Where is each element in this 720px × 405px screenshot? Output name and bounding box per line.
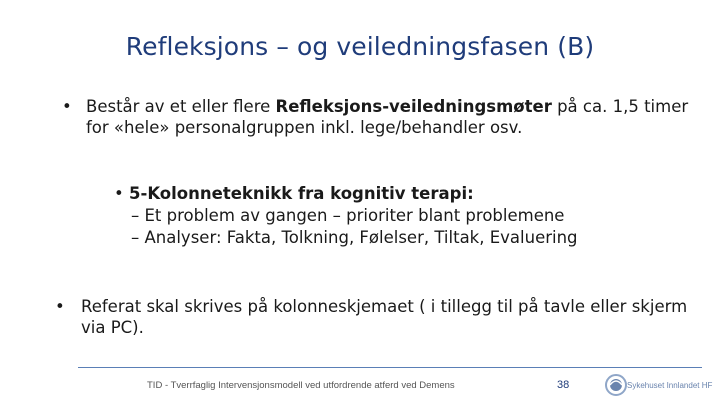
bullet-1-prefix: Består av et eller flere (86, 97, 276, 116)
footer-text: TID - Tverrfaglig Intervensjonsmodell ved utfordrende atferd ved Demens (147, 380, 455, 391)
sub-item-1: – Et problem av gangen – prioriter blant problemene (131, 206, 565, 225)
footer-rule (78, 367, 702, 368)
bullet-1-text (62, 96, 702, 138)
bullet-marker: • (55, 297, 65, 316)
sub-bullet-marker: • (114, 184, 124, 203)
logo-emblem-icon (603, 372, 629, 398)
bullet-1-suffix: på ca. 1,5 timer for «hele» personalgruppen inkl. lege/behandler osv. (86, 97, 689, 137)
page-number: 38 (557, 379, 570, 391)
sub-bullet (114, 183, 578, 249)
hospital-logo (603, 372, 713, 400)
bullet-1-bold: Refleksjons-veiledningsmøter (275, 97, 552, 116)
bullet-marker: • (62, 97, 72, 116)
bullet-3 (55, 296, 695, 338)
logo-text: Sykehuset Innlandet HF (627, 381, 713, 390)
slide-title: Refleksjons – og veiledningsfasen (B) (125, 32, 595, 61)
bullet-3-text: Referat skal skrives på kolonneskjemaet ( i tillegg til på tavle eller skjerm via PC). (81, 297, 688, 337)
sub-bullet-heading-row (114, 183, 578, 205)
bullet-1 (62, 96, 702, 138)
sub-bullet-heading: 5-Kolonneteknikk fra kognitiv terapi: (128, 184, 474, 203)
sub-item-2: – Analyser: Fakta, Tolkning, Følelser, Tiltak, Evaluering (131, 228, 578, 247)
